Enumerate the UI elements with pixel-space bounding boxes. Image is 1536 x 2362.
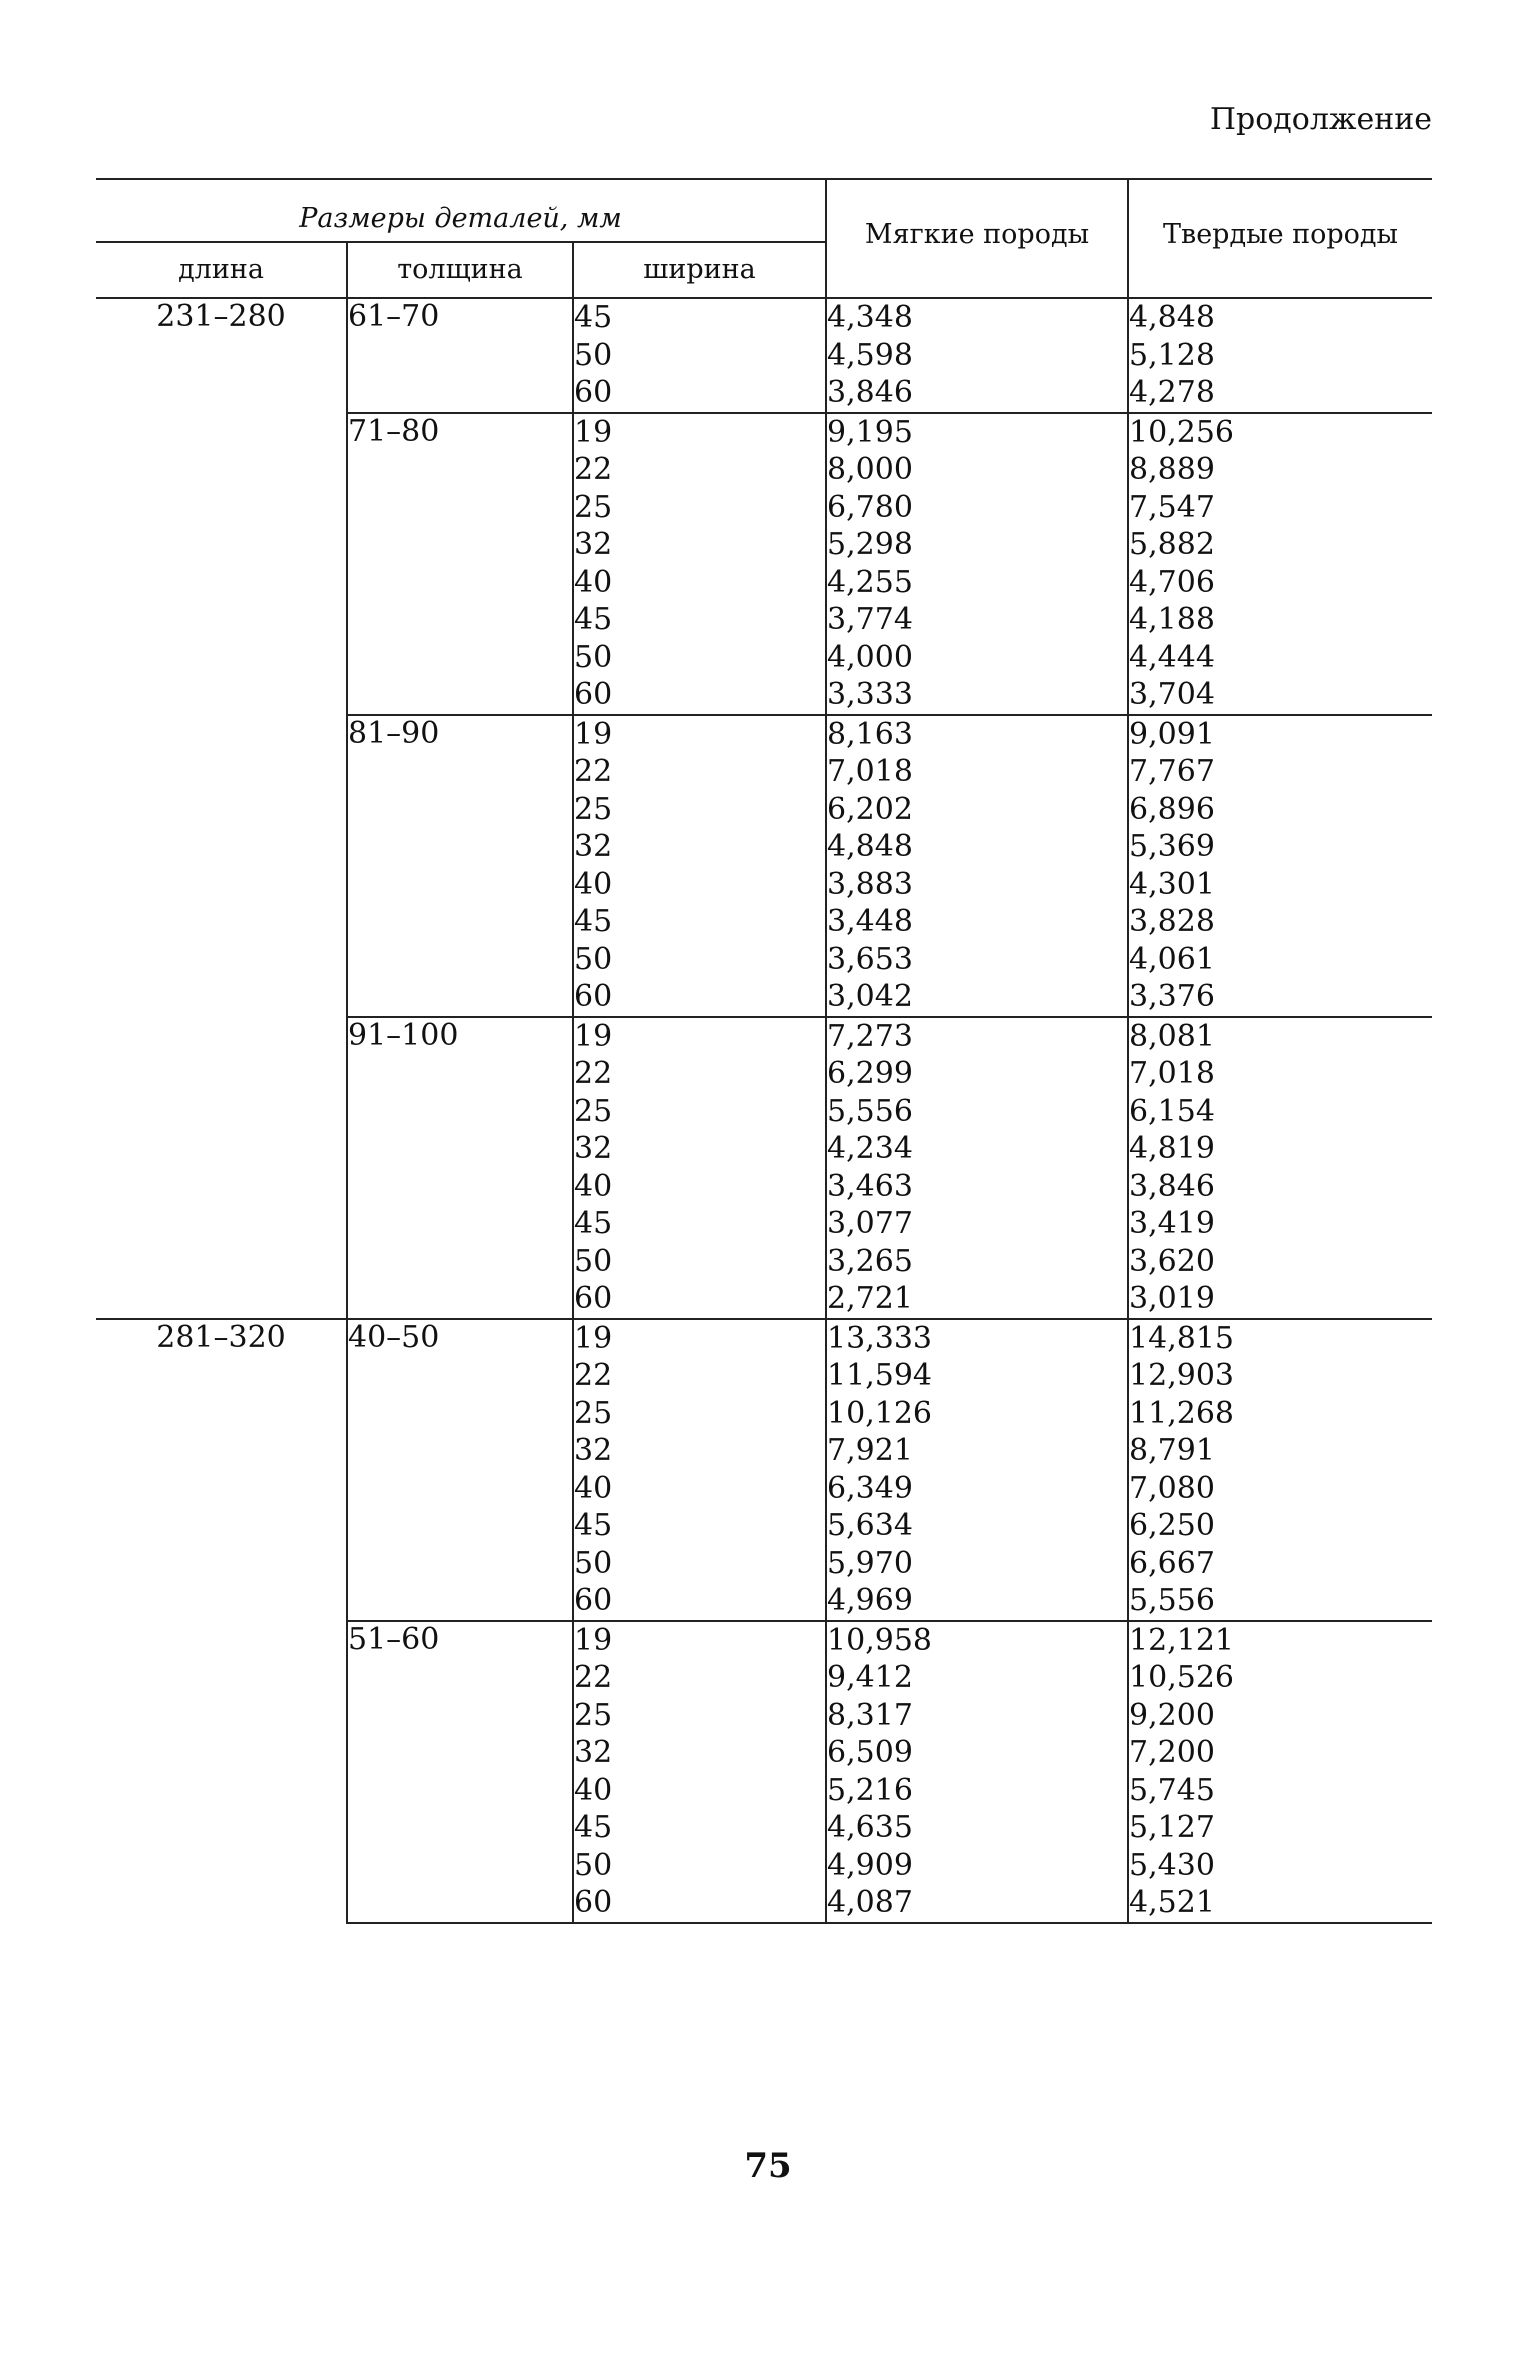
cell-value: 5,970 — [827, 1545, 913, 1581]
thickness-cell: 81–90 — [347, 715, 573, 1017]
cell-value: 60 — [574, 677, 613, 712]
width-cell — [573, 1621, 826, 1923]
cell-value: 3,448 — [827, 904, 913, 939]
hard-value-cell — [1128, 715, 1432, 1017]
cell-value: 8,163 — [827, 716, 913, 752]
soft-value-cell — [826, 298, 1128, 413]
length-cell: 281–320 — [96, 1319, 347, 1923]
sizes-table — [96, 178, 1432, 1924]
hard-value-cell — [1128, 413, 1432, 715]
cell-value: 45 — [574, 1206, 613, 1241]
cell-value: 4,909 — [827, 1847, 913, 1883]
cell-value: 8,791 — [1129, 1433, 1215, 1468]
page-number: 75 — [744, 2146, 792, 2186]
thickness-cell: 40–50 — [347, 1319, 573, 1621]
cell-value: 50 — [574, 941, 613, 977]
cell-value: 3,620 — [1129, 1243, 1215, 1279]
cell-value: 5,216 — [827, 1772, 913, 1808]
cell-value: 50 — [574, 1243, 613, 1279]
cell-value: 40 — [574, 1168, 613, 1204]
cell-value: 8,081 — [1129, 1018, 1215, 1054]
cell-value: 3,883 — [827, 866, 913, 902]
thickness-cell: 51–60 — [347, 1621, 573, 1923]
cell-value: 22 — [574, 754, 613, 789]
cell-value: 3,774 — [827, 602, 913, 637]
cell-value: 5,634 — [827, 1508, 913, 1543]
cell-value: 6,154 — [1129, 1093, 1215, 1129]
cell-value: 40 — [574, 866, 613, 902]
cell-value: 19 — [574, 716, 613, 752]
header-width: ширина — [573, 242, 826, 298]
thickness-cell: 61–70 — [347, 298, 573, 413]
cell-value: 4,301 — [1129, 866, 1215, 902]
table-row — [96, 298, 1432, 413]
cell-value: 60 — [574, 1583, 613, 1618]
cell-value: 5,369 — [1129, 829, 1215, 864]
cell-value: 10,526 — [1129, 1660, 1234, 1695]
cell-value: 4,848 — [827, 829, 913, 864]
soft-value-cell — [826, 1017, 1128, 1319]
cell-value: 12,903 — [1129, 1358, 1234, 1393]
cell-value: 25 — [574, 1093, 613, 1129]
cell-value: 6,349 — [827, 1470, 913, 1506]
cell-value: 7,018 — [827, 754, 913, 789]
cell-value: 8,317 — [827, 1697, 913, 1733]
cell-value: 45 — [574, 1810, 613, 1845]
cell-value: 50 — [574, 1545, 613, 1581]
cell-value: 7,200 — [1129, 1735, 1215, 1770]
cell-value: 50 — [574, 337, 613, 373]
header-thickness: толщина — [347, 242, 573, 298]
cell-value: 14,815 — [1129, 1320, 1234, 1356]
cell-value: 7,273 — [827, 1018, 913, 1054]
cell-value: 60 — [574, 375, 613, 410]
cell-value: 10,256 — [1129, 414, 1234, 450]
cell-value: 22 — [574, 452, 613, 487]
width-cell — [573, 1017, 826, 1319]
hard-value-cell — [1128, 1621, 1432, 1923]
soft-value-cell — [826, 413, 1128, 715]
cell-value: 3,265 — [827, 1243, 913, 1279]
cell-value: 6,250 — [1129, 1508, 1215, 1543]
cell-value: 3,828 — [1129, 904, 1215, 939]
cell-value: 32 — [574, 1433, 613, 1468]
cell-value: 19 — [574, 1622, 613, 1658]
cell-value: 50 — [574, 639, 613, 675]
cell-value: 8,000 — [827, 452, 913, 487]
cell-value: 3,419 — [1129, 1206, 1215, 1241]
cell-value: 4,635 — [827, 1810, 913, 1845]
cell-value: 19 — [574, 414, 613, 450]
cell-value: 4,598 — [827, 337, 913, 373]
cell-value: 7,018 — [1129, 1056, 1215, 1091]
cell-value: 9,200 — [1129, 1697, 1215, 1733]
cell-value: 7,921 — [827, 1433, 913, 1468]
cell-value: 32 — [574, 1735, 613, 1770]
continuation-label: Продолжение — [1209, 102, 1432, 137]
cell-value: 22 — [574, 1056, 613, 1091]
cell-value: 45 — [574, 1508, 613, 1543]
cell-value: 22 — [574, 1660, 613, 1695]
cell-value: 3,376 — [1129, 979, 1215, 1014]
cell-value: 4,848 — [1129, 300, 1215, 335]
cell-value: 11,268 — [1129, 1395, 1234, 1431]
cell-value: 19 — [574, 1018, 613, 1054]
cell-value: 5,127 — [1129, 1810, 1215, 1845]
cell-value: 6,667 — [1129, 1545, 1215, 1581]
cell-value: 3,333 — [827, 677, 913, 712]
cell-value: 40 — [574, 564, 613, 600]
cell-value: 25 — [574, 1395, 613, 1431]
cell-value: 4,000 — [827, 639, 913, 675]
cell-value: 5,298 — [827, 527, 913, 562]
cell-value: 3,019 — [1129, 1281, 1215, 1316]
cell-value: 45 — [574, 602, 613, 637]
cell-value: 22 — [574, 1358, 613, 1393]
hard-value-cell — [1128, 1017, 1432, 1319]
cell-value: 25 — [574, 1697, 613, 1733]
cell-value: 4,255 — [827, 564, 913, 600]
cell-value: 9,195 — [827, 414, 913, 450]
cell-value: 4,188 — [1129, 602, 1215, 637]
cell-value: 32 — [574, 527, 613, 562]
cell-value: 4,348 — [827, 300, 913, 335]
width-cell — [573, 715, 826, 1017]
cell-value: 6,509 — [827, 1735, 913, 1770]
cell-value: 4,969 — [827, 1583, 913, 1618]
cell-value: 4,234 — [827, 1131, 913, 1166]
cell-value: 4,087 — [827, 1885, 913, 1920]
thickness-cell: 91–100 — [347, 1017, 573, 1319]
cell-value: 3,704 — [1129, 677, 1215, 712]
cell-value: 50 — [574, 1847, 613, 1883]
cell-value: 11,594 — [827, 1358, 932, 1393]
cell-value: 12,121 — [1129, 1622, 1234, 1658]
header-soft: Мягкие породы — [826, 179, 1128, 298]
cell-value: 60 — [574, 1281, 613, 1316]
cell-value: 60 — [574, 979, 613, 1014]
cell-value: 3,077 — [827, 1206, 913, 1241]
cell-value: 19 — [574, 1320, 613, 1356]
soft-value-cell — [826, 1621, 1128, 1923]
cell-value: 10,958 — [827, 1622, 932, 1658]
length-cell: 231–280 — [96, 298, 347, 1319]
cell-value: 8,889 — [1129, 452, 1215, 487]
cell-value: 6,202 — [827, 791, 913, 827]
cell-value: 45 — [574, 300, 613, 335]
cell-value: 6,299 — [827, 1056, 913, 1091]
cell-value: 32 — [574, 829, 613, 864]
cell-value: 9,091 — [1129, 716, 1215, 752]
cell-value: 7,767 — [1129, 754, 1215, 789]
cell-value: 32 — [574, 1131, 613, 1166]
table-body — [96, 298, 1432, 1923]
cell-value: 7,080 — [1129, 1470, 1215, 1506]
cell-value: 4,521 — [1129, 1885, 1215, 1920]
header-hard: Твердые породы — [1128, 179, 1432, 298]
cell-value: 25 — [574, 791, 613, 827]
cell-value: 5,882 — [1129, 527, 1215, 562]
cell-value: 45 — [574, 904, 613, 939]
cell-value: 25 — [574, 489, 613, 525]
table-row — [96, 1319, 1432, 1621]
cell-value: 5,556 — [1129, 1583, 1215, 1618]
hard-value-cell — [1128, 1319, 1432, 1621]
cell-value: 5,128 — [1129, 337, 1215, 373]
cell-value: 9,412 — [827, 1660, 913, 1695]
soft-value-cell — [826, 715, 1128, 1017]
thickness-cell: 71–80 — [347, 413, 573, 715]
cell-value: 4,278 — [1129, 375, 1215, 410]
cell-value: 4,061 — [1129, 941, 1215, 977]
cell-value: 4,819 — [1129, 1131, 1215, 1166]
cell-value: 40 — [574, 1772, 613, 1808]
width-cell — [573, 413, 826, 715]
hard-value-cell — [1128, 298, 1432, 413]
header-length: длина — [96, 242, 347, 298]
cell-value: 3,846 — [827, 375, 913, 410]
header-dimensions: Размеры деталей, мм — [96, 179, 826, 242]
cell-value: 60 — [574, 1885, 613, 1920]
cell-value: 5,745 — [1129, 1772, 1215, 1808]
cell-value: 7,547 — [1129, 489, 1215, 525]
cell-value: 40 — [574, 1470, 613, 1506]
cell-value: 6,780 — [827, 489, 913, 525]
cell-value: 5,556 — [827, 1093, 913, 1129]
cell-value: 3,846 — [1129, 1168, 1215, 1204]
cell-value: 4,706 — [1129, 564, 1215, 600]
width-cell — [573, 298, 826, 413]
cell-value: 13,333 — [827, 1320, 932, 1356]
cell-value: 3,463 — [827, 1168, 913, 1204]
cell-value: 3,653 — [827, 941, 913, 977]
width-cell — [573, 1319, 826, 1621]
cell-value: 4,444 — [1129, 639, 1215, 675]
cell-value: 6,896 — [1129, 791, 1215, 827]
cell-value: 5,430 — [1129, 1847, 1215, 1883]
cell-value: 2,721 — [827, 1281, 913, 1316]
soft-value-cell — [826, 1319, 1128, 1621]
cell-value: 10,126 — [827, 1395, 932, 1431]
cell-value: 3,042 — [827, 979, 913, 1014]
